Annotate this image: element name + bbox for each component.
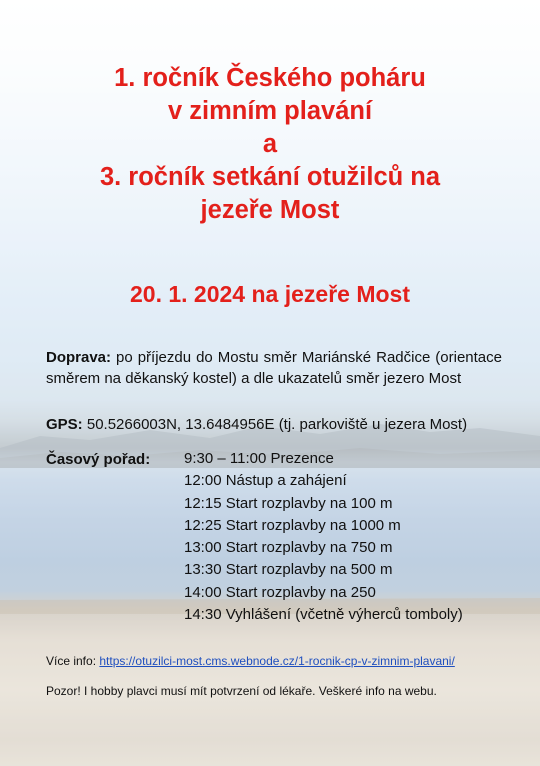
schedule-item: 13:00 Start rozplavby na 750 m [184,539,393,557]
more-info-label: Více info: [46,654,100,668]
schedule-item: 12:25 Start rozplavby na 1000 m [184,516,401,534]
schedule-item: 14:30 Vyhlášení (včetně výherců tomboly) [184,606,463,624]
title-line: v zimním plavání [167,97,373,125]
more-info [46,653,455,669]
notice-text: Pozor! I hobby plavci musí mít potvrzení od lékaře. Veškeré info na webu. [46,684,437,698]
event-date: 20. 1. 2024 na jezeře Most [130,281,410,307]
title-line: jezeře Most [200,196,340,224]
title-line: 1. ročník Českého poháru [114,64,426,92]
schedule-label: Časový pořad: [46,451,151,468]
title-line: a [262,130,278,158]
transport-info [46,348,502,389]
schedule-item: 13:30 Start rozplavby na 500 m [184,561,393,579]
schedule-list [184,448,463,626]
title-line: 3. ročník setkání otužilců na [99,163,441,191]
gps-text: 50.5266003N, 13.6484956E (tj. parkoviště u jezera Most) [82,416,468,433]
schedule-item: 9:30 – 11:00 Prezence [184,450,334,467]
gps-label: GPS: [46,416,83,433]
schedule-item: 14:00 Start rozplavby na 250 [184,583,376,601]
website-link[interactable]: https://otuzilci-most.cms.webnode.cz/1-rocnik-cp-v-zimnim-plavani/ [99,654,455,668]
transport-text: po příjezdu do Mostu směr Mariánské Radčice (orientace směrem na děkanský kostel) a dle ukazatelů směr jezero Most [46,349,502,387]
schedule-item: 12:00 Nástup a zahájení [184,472,347,490]
event-title [20,62,520,227]
schedule-item: 12:15 Start rozplavby na 100 m [184,494,393,512]
gps-info [46,415,516,435]
transport-label: Doprava: [46,349,112,366]
